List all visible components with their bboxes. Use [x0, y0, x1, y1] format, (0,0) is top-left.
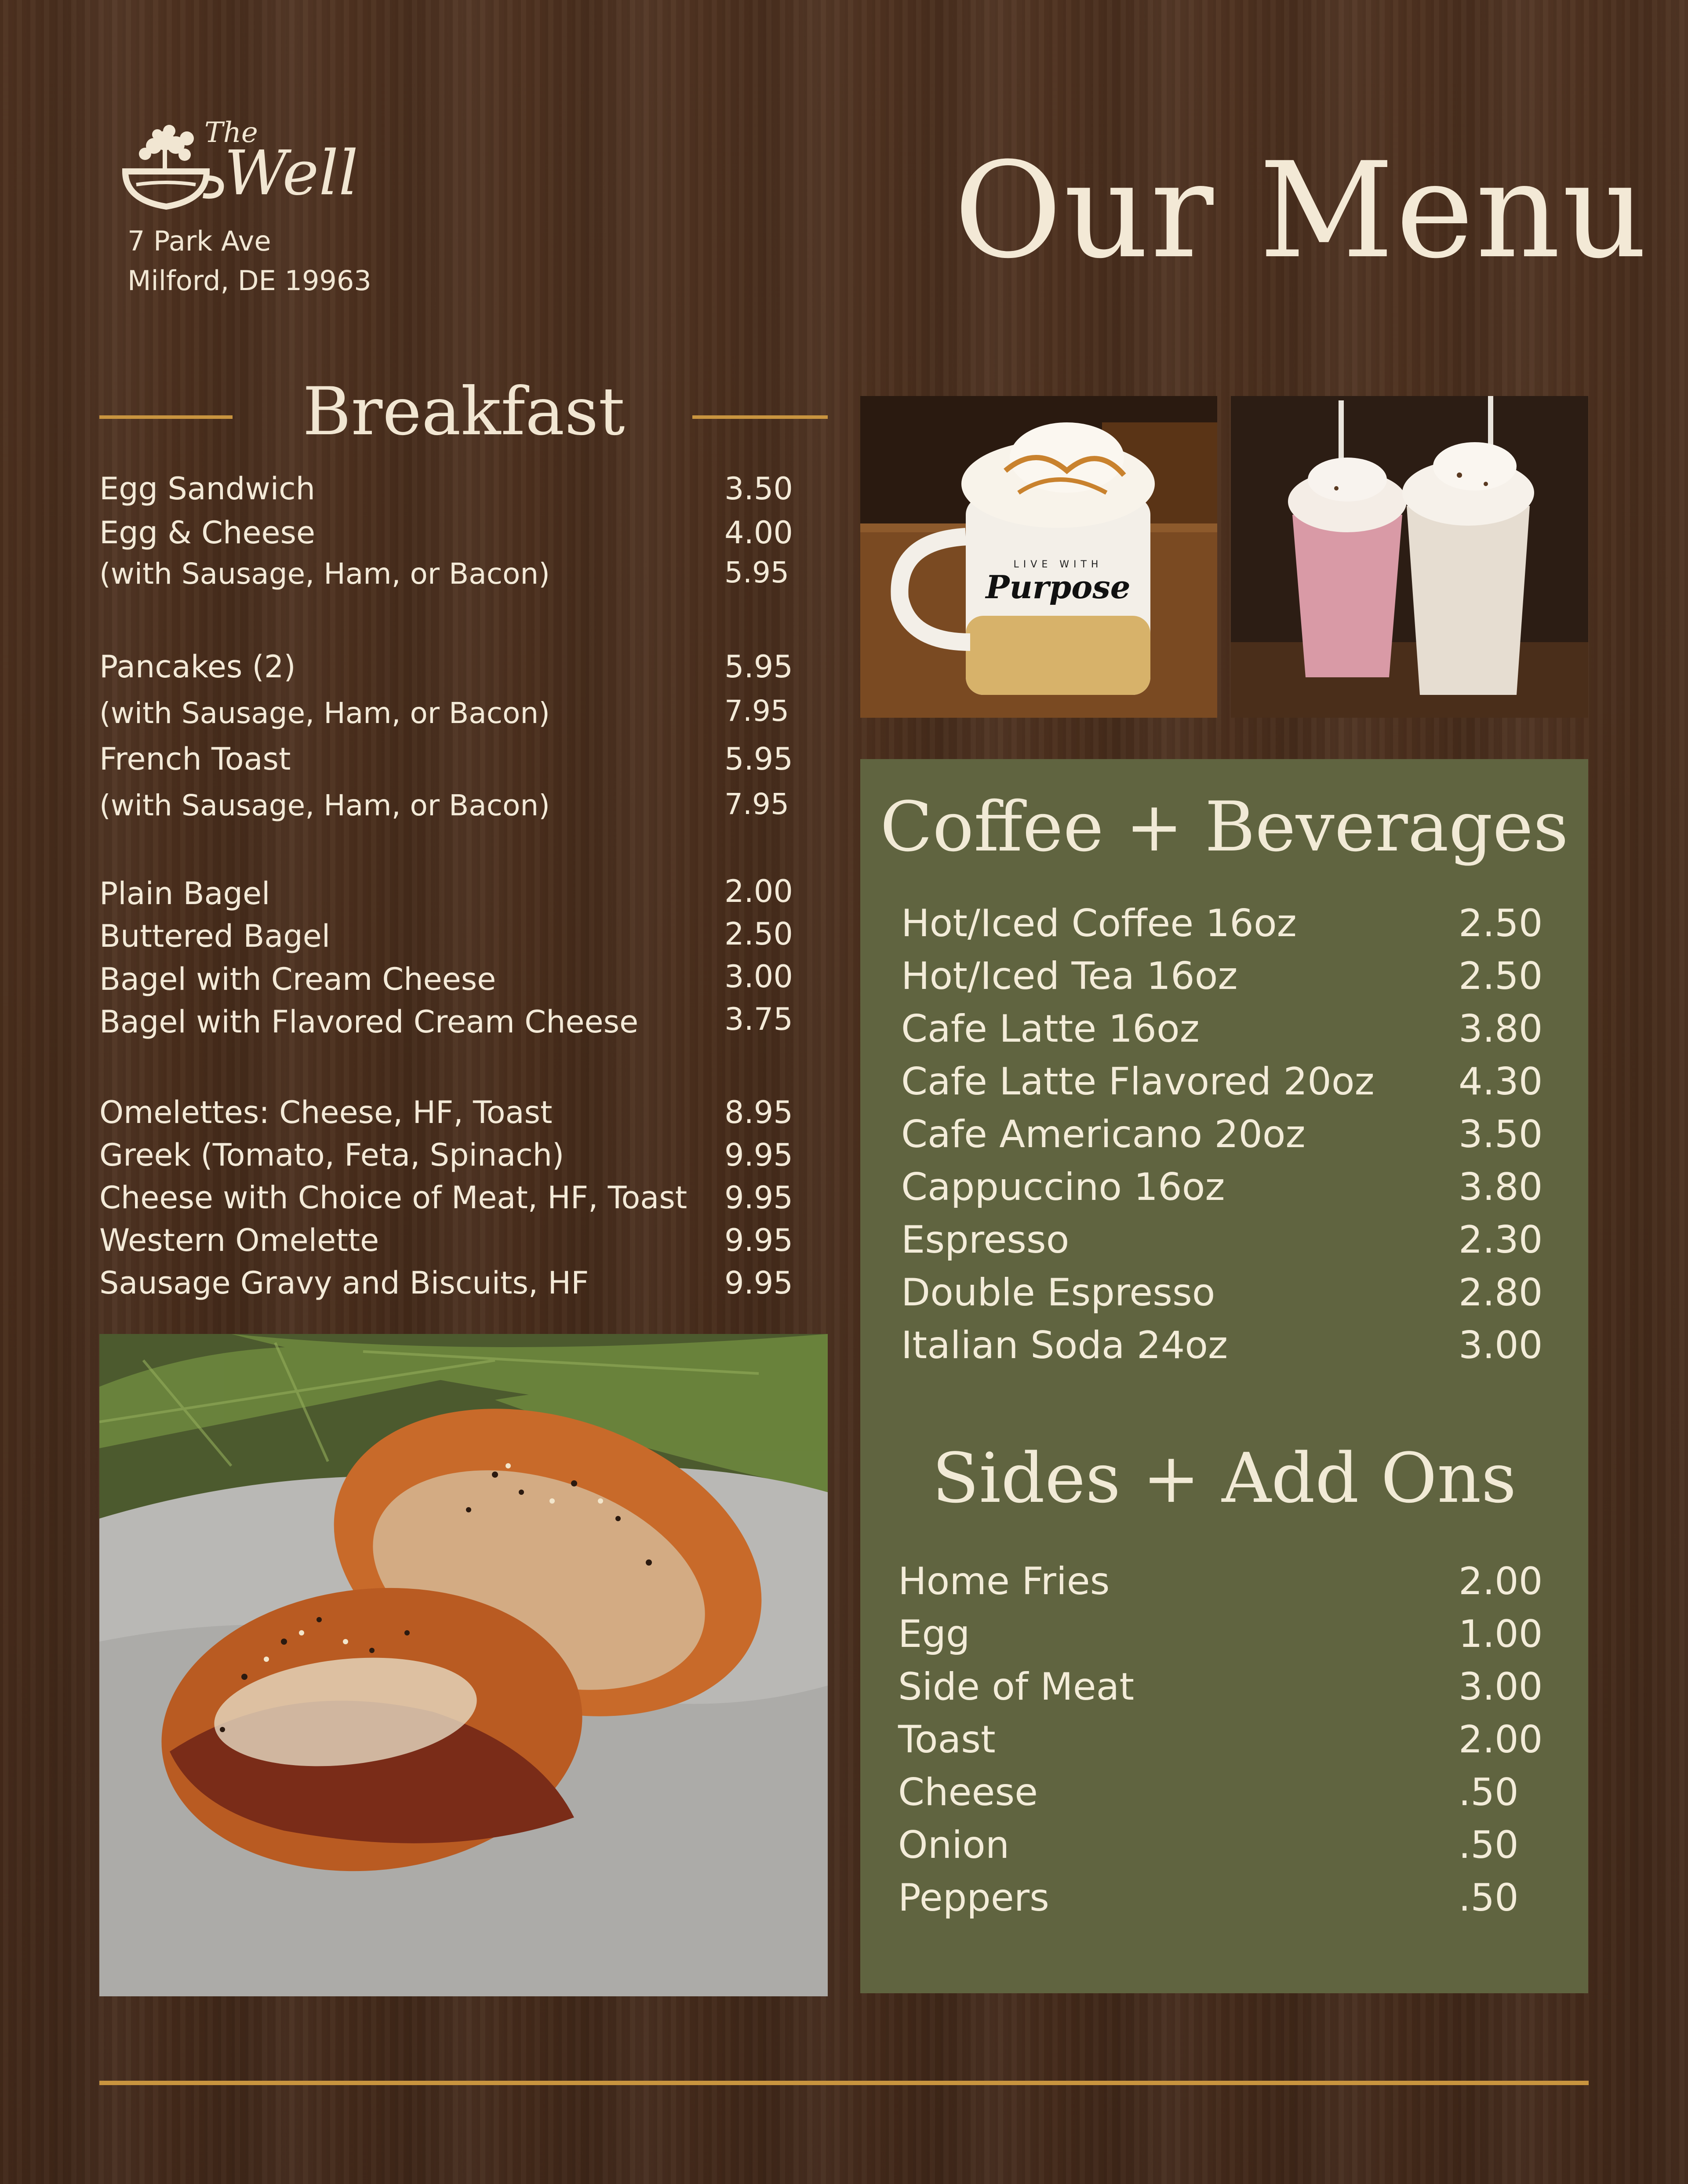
bagel-sandwich-photo	[99, 1334, 828, 1996]
menu-item-price: 5.95	[724, 741, 793, 777]
menu-item-price: 5.95	[724, 649, 793, 685]
beverage-item-price: 4.30	[1459, 1060, 1543, 1104]
menu-item-name: (with Sausage, Ham, or Bacon)	[99, 789, 550, 822]
sides-heading: Sides + Add Ons	[932, 1438, 1517, 1518]
logo-text-well: Well	[224, 138, 358, 209]
beverage-item-name: Hot/Iced Tea 16oz	[901, 954, 1238, 998]
beverage-item-name: Cafe Latte Flavored 20oz	[901, 1060, 1375, 1104]
beverage-item-price: 2.80	[1459, 1271, 1543, 1315]
breakfast-rule-left	[99, 415, 233, 419]
side-item-price: 2.00	[1459, 1718, 1543, 1762]
breakfast-heading: Breakfast	[302, 374, 625, 450]
beverages-heading: Coffee + Beverages	[880, 787, 1568, 867]
side-item-name: Toast	[898, 1718, 996, 1762]
beverage-item-name: Hot/Iced Coffee 16oz	[901, 901, 1297, 945]
menu-item-name: Bagel with Cream Cheese	[99, 961, 496, 997]
address-line-1: 7 Park Ave	[127, 225, 271, 257]
side-item-price: .50	[1459, 1876, 1519, 1920]
menu-item-name: (with Sausage, Ham, or Bacon)	[99, 557, 550, 591]
menu-item-name: Greek (Tomato, Feta, Spinach)	[99, 1137, 564, 1173]
mug-text-small: LIVE WITH	[1013, 559, 1103, 570]
address-line-2: Milford, DE 19963	[127, 265, 371, 297]
side-item-name: Egg	[898, 1612, 970, 1656]
beverage-item-name: Espresso	[901, 1218, 1070, 1262]
page-title: Our Menu	[954, 134, 1649, 287]
menu-item-name: Cheese with Choice of Meat, HF, Toast	[99, 1180, 688, 1216]
menu-item-name: Egg & Cheese	[99, 515, 316, 551]
menu-item-price: 4.00	[724, 515, 793, 551]
beverage-item-price: 2.50	[1459, 954, 1543, 998]
side-item-name: Peppers	[898, 1876, 1049, 1920]
menu-item-name: Western Omelette	[99, 1222, 379, 1258]
logo-text-the: The	[204, 116, 258, 149]
menu-item-price: 2.00	[724, 873, 793, 909]
menu-item-price: 7.95	[724, 694, 789, 728]
beverage-item-name: Italian Soda 24oz	[901, 1323, 1228, 1367]
menu-item-price: 9.95	[724, 1222, 793, 1258]
menu-item-price: 9.95	[724, 1180, 793, 1216]
side-item-price: .50	[1459, 1823, 1519, 1867]
side-item-name: Side of Meat	[898, 1665, 1135, 1709]
menu-item-price: 3.50	[724, 471, 793, 507]
menu-item-name: Pancakes (2)	[99, 649, 296, 685]
breakfast-rule-right	[692, 415, 828, 419]
menu-item-name: (with Sausage, Ham, or Bacon)	[99, 696, 550, 730]
bottom-divider	[99, 2081, 1589, 2085]
menu-item-price: 9.95	[724, 1265, 793, 1301]
mug-text-script: Purpose	[986, 568, 1131, 606]
menu-item-price: 3.00	[724, 959, 793, 995]
menu-item-name: Omelettes: Cheese, HF, Toast	[99, 1094, 553, 1130]
side-item-name: Cheese	[898, 1770, 1038, 1814]
side-item-price: 1.00	[1459, 1612, 1543, 1656]
menu-item-price: 7.95	[724, 787, 789, 821]
beverage-item-price: 3.80	[1459, 1165, 1543, 1209]
side-item-name: Onion	[898, 1823, 1010, 1867]
menu-item-price: 2.50	[724, 916, 793, 952]
beverage-item-name: Cafe Latte 16oz	[901, 1007, 1200, 1051]
beverage-item-name: Cappuccino 16oz	[901, 1165, 1225, 1209]
menu-item-price: 3.75	[724, 1001, 793, 1037]
milkshakes-photo	[1231, 396, 1588, 718]
side-item-name: Home Fries	[898, 1559, 1110, 1603]
menu-item-name: Egg Sandwich	[99, 471, 316, 507]
side-item-price: .50	[1459, 1770, 1519, 1814]
beverage-item-name: Cafe Americano 20oz	[901, 1112, 1306, 1156]
latte-mug-photo	[860, 396, 1217, 718]
beverage-item-name: Double Espresso	[901, 1271, 1215, 1315]
beverage-item-price: 2.30	[1459, 1218, 1543, 1262]
menu-item-name: Sausage Gravy and Biscuits, HF	[99, 1265, 589, 1301]
menu-item-price: 9.95	[724, 1137, 793, 1173]
the-well-logo	[119, 116, 358, 220]
side-item-price: 3.00	[1459, 1665, 1543, 1709]
side-item-price: 2.00	[1459, 1559, 1543, 1603]
beverage-item-price: 3.80	[1459, 1007, 1543, 1051]
menu-item-name: Plain Bagel	[99, 876, 270, 912]
menu-item-price: 5.95	[724, 556, 789, 589]
beverage-item-price: 2.50	[1459, 901, 1543, 945]
beverage-item-price: 3.00	[1459, 1323, 1543, 1367]
menu-item-price: 8.95	[724, 1094, 793, 1130]
menu-item-name: Bagel with Flavored Cream Cheese	[99, 1004, 639, 1040]
menu-item-name: French Toast	[99, 741, 291, 777]
beverage-item-price: 3.50	[1459, 1112, 1543, 1156]
menu-item-name: Buttered Bagel	[99, 918, 331, 954]
